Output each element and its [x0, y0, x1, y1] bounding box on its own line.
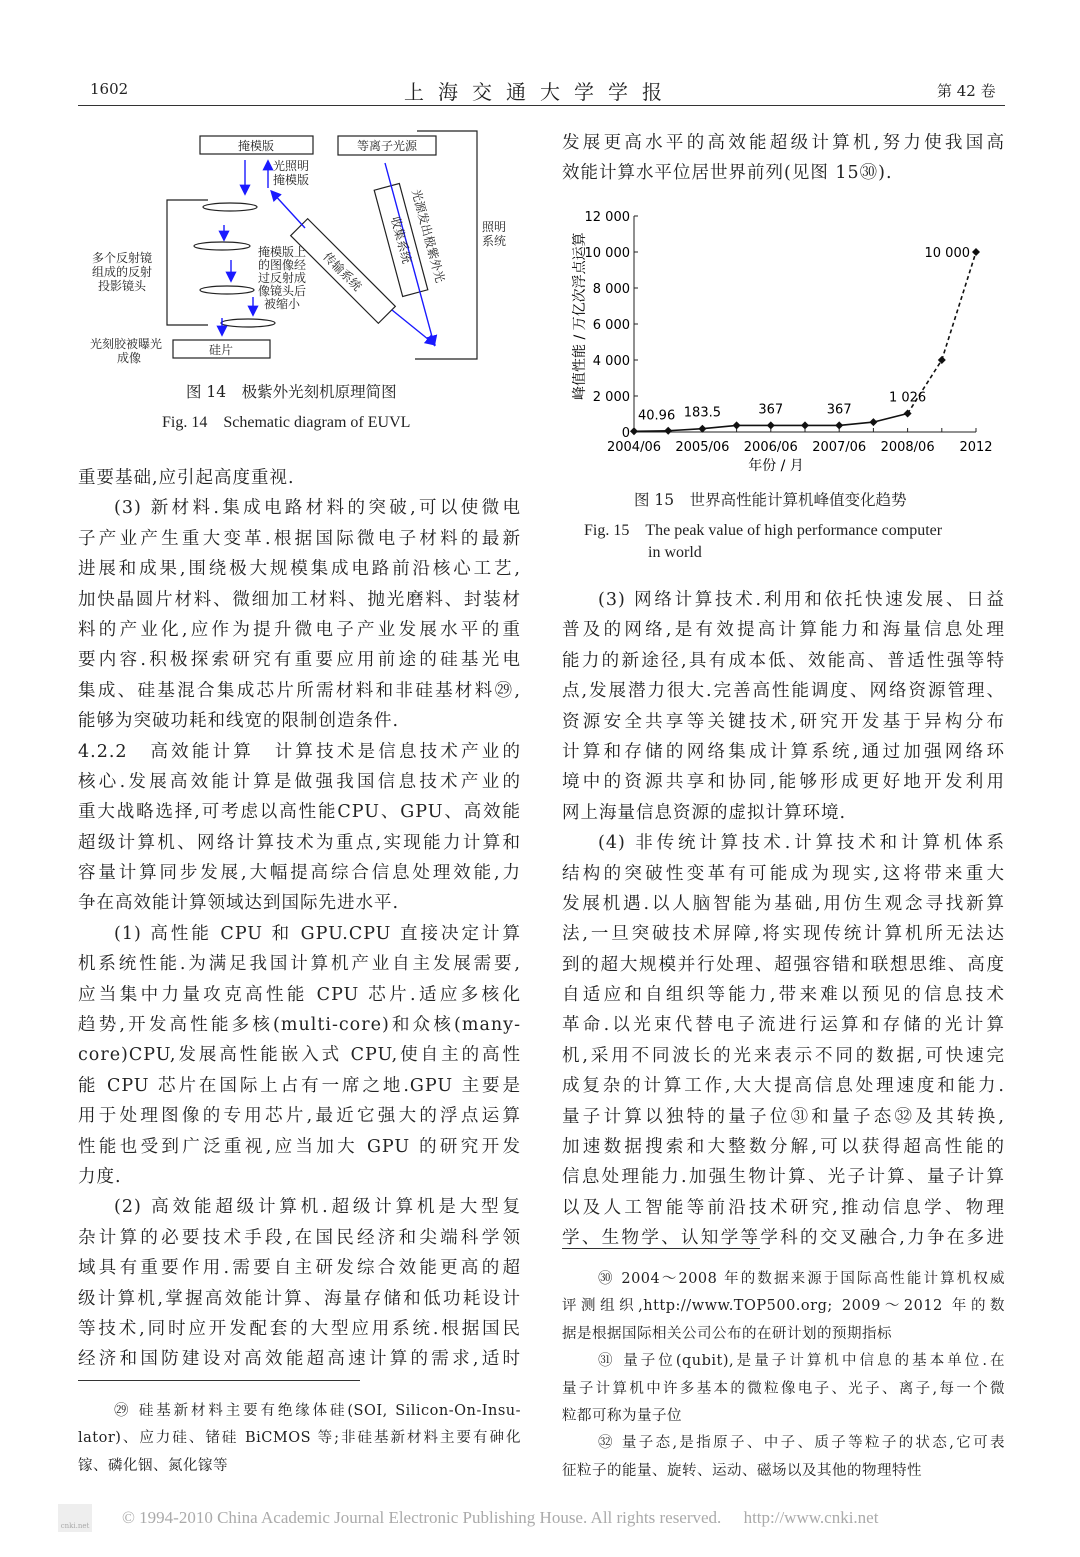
series-segment [839, 422, 873, 425]
right-column-body [562, 585, 1005, 1254]
series-segment [668, 429, 702, 431]
text-line: (4) 非传统计算技术.计算技术和计算机体系 [598, 833, 1005, 854]
text-line: 进展和成果,围绕极大规模集成电路前沿核心工艺, [78, 559, 521, 580]
x-tick-label: 2012 [959, 440, 993, 455]
text-line: 杂计算的必要技术手段,在国民经济和尖端科学领 [78, 1227, 521, 1248]
text-line: 粒都可称为量子位 [562, 1407, 682, 1424]
series-segment [873, 414, 907, 423]
text-line: 学、生物学、认知学等学科的交叉融合,力争在多进 [562, 1228, 1005, 1249]
text-line: ㉛ 量子位(qubit),是量子计算机中信息的基本单位.在 [598, 1353, 1005, 1370]
x-tick-label: 2008/06 [880, 440, 935, 455]
svg-text:照明: 照明 [482, 220, 507, 234]
text-line: (3) 网络计算技术.利用和依托快速发展、日益 [598, 590, 1005, 610]
text-line: 镓、磷化铟、氮化镓等 [78, 1457, 228, 1474]
x-tick-label: 2004/06 [606, 440, 662, 455]
text-line: 力度. [78, 1166, 122, 1187]
text-line: 评测组织,http://www.TOP500.org; 2009～2012 年的数 [562, 1298, 1005, 1315]
x-tick-label: 2006/06 [743, 440, 798, 455]
svg-text:系统: 系统 [482, 234, 507, 248]
text-line: 革命.以光束代替电子流进行运算和存储的光计算 [562, 1015, 1005, 1036]
svg-text:收集系统: 收集系统 [388, 214, 414, 266]
text-line: 性能也受到广泛重视,应当加大 GPU 的研究开发 [78, 1136, 521, 1157]
text-line: (3) 新材料.集成电路材料的突破,可以使微电 [114, 498, 521, 519]
data-label: 183.5 [683, 405, 722, 421]
svg-text:等离子光源: 等离子光源 [356, 139, 418, 153]
text-line: 计算和存储的网络集成计算系统,通过加强网络环 [562, 741, 1005, 762]
text-line: 级计算机,掌握高效能计算、海量存储和低功耗设计 [78, 1288, 521, 1309]
text-line: 争在高效能计算领域达到国际先进水平. [78, 893, 400, 914]
series-segment [942, 252, 976, 360]
svg-text:光源发出极紫外光: 光源发出极紫外光 [408, 187, 448, 285]
text-line: 点,发展潜力很大.完善高性能调度、网络资源管理、 [562, 681, 1005, 702]
left-column-body [78, 463, 521, 1375]
text-line: 4.2.2 高效能计算 计算技术是信息技术产业的 [78, 741, 521, 762]
text-line: 信息处理能力.加强生物计算、光子计算、量子计算 [562, 1167, 1005, 1188]
text-line: 能够为突破功耗和线宽的限制创造条件. [78, 711, 400, 732]
footnote-rule-right [562, 1248, 760, 1249]
data-point [972, 248, 980, 256]
text-line: core)CPU,发展高性能嵌入式 CPU,使自主的高性 [78, 1045, 521, 1066]
text-line: 量子计算机中许多基本的微粒像电子、光子、离子,每一个微 [562, 1380, 1005, 1397]
text-line: 趋势,开发高性能多核(multi-core)和众核(many- [78, 1015, 521, 1036]
svg-text:掩模版: 掩模版 [237, 139, 275, 153]
cnki-link[interactable]: http://www.cnki.net [743, 1508, 879, 1527]
svg-text:成像: 成像 [117, 351, 142, 365]
x-tick-label: 2005/06 [675, 440, 730, 455]
volume-label: 第 42 卷 [937, 82, 996, 100]
footnote-rule-left [78, 1380, 360, 1381]
text-line: 境中的资源共享和协同,能够形成更好地开发利用 [562, 772, 1005, 793]
text-line: 普及的网络,是有效提高计算能力和海量信息处理 [562, 620, 1005, 641]
svg-text:传输系统: 传输系统 [320, 249, 365, 294]
svg-text:像镜头后: 像镜头后 [258, 284, 307, 298]
svg-text:掩模版: 掩模版 [273, 173, 310, 187]
y-tick-label: 4 000 [592, 354, 630, 369]
svg-text:光刻胶被曝光: 光刻胶被曝光 [90, 337, 163, 351]
data-point [904, 410, 912, 418]
cnki-logo: cnki.net [58, 1504, 92, 1532]
figure-15-caption-en-cont: in world [648, 544, 702, 561]
text-line: 发展更高水平的高效能超级计算机,努力使我国高 [562, 133, 1005, 153]
y-tick-label: 8 000 [592, 282, 630, 297]
text-line: ㉚ 2004～2008 年的数据来源于国际高性能计算机权威 [598, 1271, 1005, 1287]
x-axis-label: 年份 / 月 [748, 458, 804, 474]
text-line: 网上海量信息资源的虚拟计算环境. [562, 802, 847, 823]
data-point [835, 421, 843, 429]
text-line: ㉙ 硅基新材料主要有绝缘体硅(SOI, Silicon-On-Insu- [114, 1403, 521, 1419]
svg-text:被缩小: 被缩小 [264, 297, 301, 311]
text-line: 结构的突破性变革有可能成为现实,这将带来重大 [562, 863, 1005, 884]
y-axis-label: 峰值性能 / 万亿次浮点运算 [572, 232, 588, 400]
text-line: 自适应和自组织等能力,带来难以预见的信息技术 [562, 985, 1005, 1006]
text-line: (2) 高效能超级计算机.超级计算机是大型复 [114, 1197, 521, 1218]
x-tick-label: 2007/06 [812, 440, 867, 455]
text-line: 能 CPU 芯片在国际上占有一席之地.GPU 主要是 [78, 1075, 521, 1096]
text-line: 能力的新途径,具有成本低、效能高、普适性强等特 [562, 650, 1005, 671]
y-tick-label: 6 000 [592, 318, 630, 333]
y-tick-label: 0 [621, 426, 630, 441]
figure-15-caption-cn: 图 15 世界高性能计算机峰值变化趋势 [634, 491, 907, 509]
text-line: 量子计算以独特的量子位㉛和量子态㉜及其转换, [562, 1106, 1005, 1127]
data-point [767, 421, 775, 429]
svg-text:过反射成: 过反射成 [258, 271, 307, 285]
text-line: 料的产业化,应作为提升微电子产业发展水平的重 [78, 619, 521, 640]
data-point [801, 421, 809, 429]
text-line: 法,一旦突破技术屏障,将实现传统计算机所无法达 [562, 924, 1005, 945]
text-line: 集成、硅基混合集成芯片所需材料和非硅基材料㉙, [78, 680, 521, 701]
text-line: 成复杂的计算工作,大大提高信息处理速度和能力. [562, 1076, 1005, 1097]
page-number: 1602 [90, 80, 129, 98]
journal-title: 上海交通大学学报 [404, 80, 676, 104]
svg-text:掩模版上: 掩模版上 [258, 245, 307, 259]
text-line: ㉜ 量子态,是指原子、中子、质子等粒子的状态,它可表 [598, 1435, 1005, 1452]
text-line: 加快晶圆片材料、微细加工材料、抛光磨料、封装材 [78, 589, 521, 610]
svg-text:光照明: 光照明 [273, 159, 310, 173]
data-point [630, 427, 638, 435]
svg-text:投影镜头: 投影镜头 [98, 279, 147, 293]
text-line: 机系统性能.为满足我国计算机产业自主发展需要, [78, 954, 521, 975]
figure-14-diagram [0, 0, 540, 380]
y-tick-label: 10 000 [584, 246, 630, 261]
data-label: 367 [758, 402, 784, 418]
data-point [733, 421, 741, 429]
footnotes-left [78, 1398, 521, 1480]
text-line: 子产业产生重大变革.根据国际微电子材料的最新 [78, 528, 521, 549]
text-line: 核心.发展高效能计算是做强我国信息技术产业的 [78, 771, 521, 792]
text-line: 应当集中力量攻克高性能 CPU 芯片.适应多核化 [78, 984, 521, 1005]
text-line: 到的超大规模并行处理、超强容错和联想思维、高度 [562, 954, 1005, 975]
text-line: 征粒子的能量、旋转、运动、磁场以及其他的物理特性 [562, 1462, 922, 1479]
text-line: 据是根据国际相关公司公布的在研计划的预期指标 [562, 1325, 892, 1342]
figure-14-caption-en: Fig. 14 Schematic diagram of EUVL [162, 414, 411, 431]
data-label: 367 [826, 402, 852, 418]
text-line: lator)、应力硅、锗硅 BiCMOS 等;非硅基新材料主要有砷化 [78, 1430, 521, 1447]
svg-text:硅片: 硅片 [208, 343, 234, 357]
data-point [869, 418, 877, 426]
figure-15-chart [560, 200, 1010, 480]
right-column-top [562, 128, 1005, 189]
series-segment [702, 425, 736, 428]
y-tick-label: 2 000 [592, 390, 630, 405]
text-line: 以及人工智能等前沿技术研究,推动信息学、物理 [562, 1197, 1005, 1218]
text-line: 容量计算同步发展,大幅提高综合信息处理效能,力 [78, 863, 521, 884]
figure-14-caption-cn: 图 14 极紫外光刻机原理简图 [186, 383, 397, 401]
text-line: 经济和国防建设对高效能超高速计算的需求,适时 [78, 1349, 521, 1370]
data-point [664, 427, 672, 435]
data-label: 1 026 [888, 390, 927, 406]
text-line: 用于处理图像的专用芯片,最近它强大的浮点运算 [78, 1106, 521, 1127]
data-point [938, 356, 946, 364]
series-segment [634, 431, 668, 432]
text-line: 域具有重要作用.需要自主研发综合效能更高的超 [78, 1258, 521, 1279]
data-label: 10 000 [924, 246, 970, 261]
figure-15-caption-en: Fig. 15 The peak value of high performance computer [584, 522, 943, 539]
text-line: 要内容.积极探索研究有重要应用前途的硅基光电 [78, 650, 521, 671]
y-tick-label: 12 000 [584, 210, 630, 225]
text-line: 效能计算水平位居世界前列(见图 15㉚). [562, 163, 893, 184]
text-line: 加速数据搜索和大整数分解,可以获得超高性能的 [562, 1137, 1005, 1158]
footnotes-right [562, 1266, 1005, 1485]
text-line: 等技术,同时应开发配套的大型应用系统.根据国民 [78, 1318, 521, 1339]
text-line: (1) 高性能 CPU 和 GPU.CPU 直接决定计算 [114, 923, 521, 944]
text-line: 重要基础,应引起高度重视. [78, 468, 295, 488]
copyright-footer [122, 1508, 878, 1528]
text-line: 资源安全共享等关键技术,研究开发基于异构分布 [562, 711, 1005, 732]
svg-text:多个反射镜: 多个反射镜 [92, 251, 153, 265]
svg-text:的图像经: 的图像经 [258, 258, 307, 272]
mirror-bracket [167, 200, 208, 325]
data-point [698, 425, 706, 433]
text-line: 发展机遇.以人脑智能为基础,用仿生观念寻找新算 [562, 893, 1005, 914]
data-label: 40.96 [638, 408, 676, 424]
svg-text:组成的反射: 组成的反射 [92, 265, 153, 279]
text-line: 重大战略选择,可考虑以高性能CPU、GPU、高效能 [78, 802, 521, 823]
text-line: 机,采用不同波长的光来表示不同的数据,可快速完 [562, 1045, 1005, 1066]
copyright-text: © 1994-2010 China Academic Journal Electronic Publishing House. All rights reserved. [122, 1508, 722, 1527]
text-line: 超级计算机、网络计算技术为重点,实现能力计算和 [78, 832, 521, 853]
